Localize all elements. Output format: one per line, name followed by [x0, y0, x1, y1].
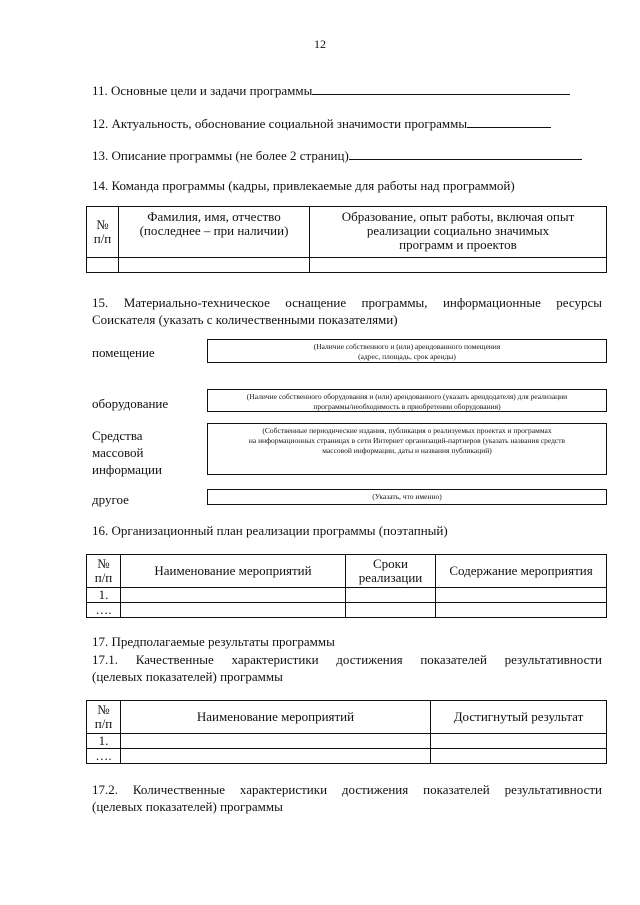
results-col-number: № п/п [87, 701, 121, 734]
item-15-line2: Соискателя (указать с количественными показателями) [92, 312, 398, 327]
team-table-row [87, 258, 607, 273]
plan-table [86, 554, 607, 618]
team-table [86, 206, 607, 273]
item-17-2-line2: (целевых показателей) программы [92, 799, 283, 814]
plan-col-content: Содержание мероприятия [436, 555, 607, 588]
team-col-name: Фамилия, имя, отчество (последнее – при наличии) [119, 207, 310, 258]
media-field[interactable]: (Собственные периодические издания, публикация о реализуемых проектах и программах на информационных страницах в сети Интернет организаций-партнеров (указать названия средств массовой информации, даты и названия публикаций) [207, 423, 607, 475]
other-label: другое [92, 492, 129, 507]
table-row [87, 588, 607, 603]
results-row-number: …. [87, 749, 121, 764]
team-cell[interactable] [119, 258, 310, 273]
item-15-line1: 15. Материально-техническое оснащение программы, информационные ресурсы [92, 295, 602, 310]
plan-col-terms: Сроки реализации [346, 555, 436, 588]
item-11-text: 11. Основные цели и задачи программы [92, 83, 313, 98]
media-label: Средства массовой информации [92, 428, 162, 477]
plan-cell[interactable] [436, 588, 607, 603]
plan-col-number: № п/п [87, 555, 121, 588]
results-col-result: Достигнутый результат [431, 701, 607, 734]
results-col-name: Наименование мероприятий [121, 701, 431, 734]
team-col-number: № п/п [87, 207, 119, 258]
team-cell[interactable] [310, 258, 607, 273]
premises-field[interactable]: (Наличие собственного и (или) арендованного помещения (адрес, площадь, срок аренды) [207, 339, 607, 363]
plan-cell[interactable] [121, 588, 346, 603]
page-number: 12 [314, 37, 326, 51]
other-field[interactable]: (Указать, что именно) [207, 489, 607, 505]
plan-row-number: 1. [87, 588, 121, 603]
item-11-blank [312, 82, 570, 95]
item-13-blank [349, 147, 582, 160]
equipment-field[interactable]: (Наличие собственного оборудования и (или) арендованного (указать арендодателя) для реализации программы/необходимость в приобретении оборудования) [207, 389, 607, 412]
premises-label: помещение [92, 345, 155, 360]
item-11 [92, 82, 570, 99]
item-12-text: 12. Актуальность, обоснование социальной значимости программы [92, 116, 468, 131]
item-17-2-line1: 17.2. Количественные характеристики достижения показателей результативности [92, 782, 602, 797]
item-17: 17. Предполагаемые результаты программы [92, 634, 335, 649]
plan-col-name: Наименование мероприятий [121, 555, 346, 588]
table-row [87, 734, 607, 749]
item-16: 16. Организационный план реализации программы (поэтапный) [92, 523, 448, 538]
team-col-experience: Образование, опыт работы, включая опыт реализации социально значимых программ и проектов [310, 207, 607, 258]
table-row [87, 749, 607, 764]
results-cell[interactable] [121, 749, 431, 764]
plan-cell[interactable] [346, 588, 436, 603]
equipment-label: оборудование [92, 396, 169, 411]
team-cell[interactable] [87, 258, 119, 273]
table-row [87, 603, 607, 618]
item-17-1-line2: (целевых показателей) программы [92, 669, 283, 684]
item-14: 14. Команда программы (кадры, привлекаемые для работы над программой) [92, 178, 515, 193]
item-12 [92, 115, 551, 132]
results-cell[interactable] [121, 734, 431, 749]
item-13 [92, 147, 582, 164]
plan-row-number: …. [87, 603, 121, 618]
plan-cell[interactable] [346, 603, 436, 618]
results-row-number: 1. [87, 734, 121, 749]
results-table [86, 700, 607, 764]
item-13-text: 13. Описание программы (не более 2 страниц) [92, 148, 349, 163]
results-cell[interactable] [431, 734, 607, 749]
plan-cell[interactable] [436, 603, 607, 618]
item-17-1-line1: 17.1. Качественные характеристики достижения показателей результативности [92, 652, 602, 667]
item-12-blank [467, 115, 551, 128]
results-cell[interactable] [431, 749, 607, 764]
plan-cell[interactable] [121, 603, 346, 618]
